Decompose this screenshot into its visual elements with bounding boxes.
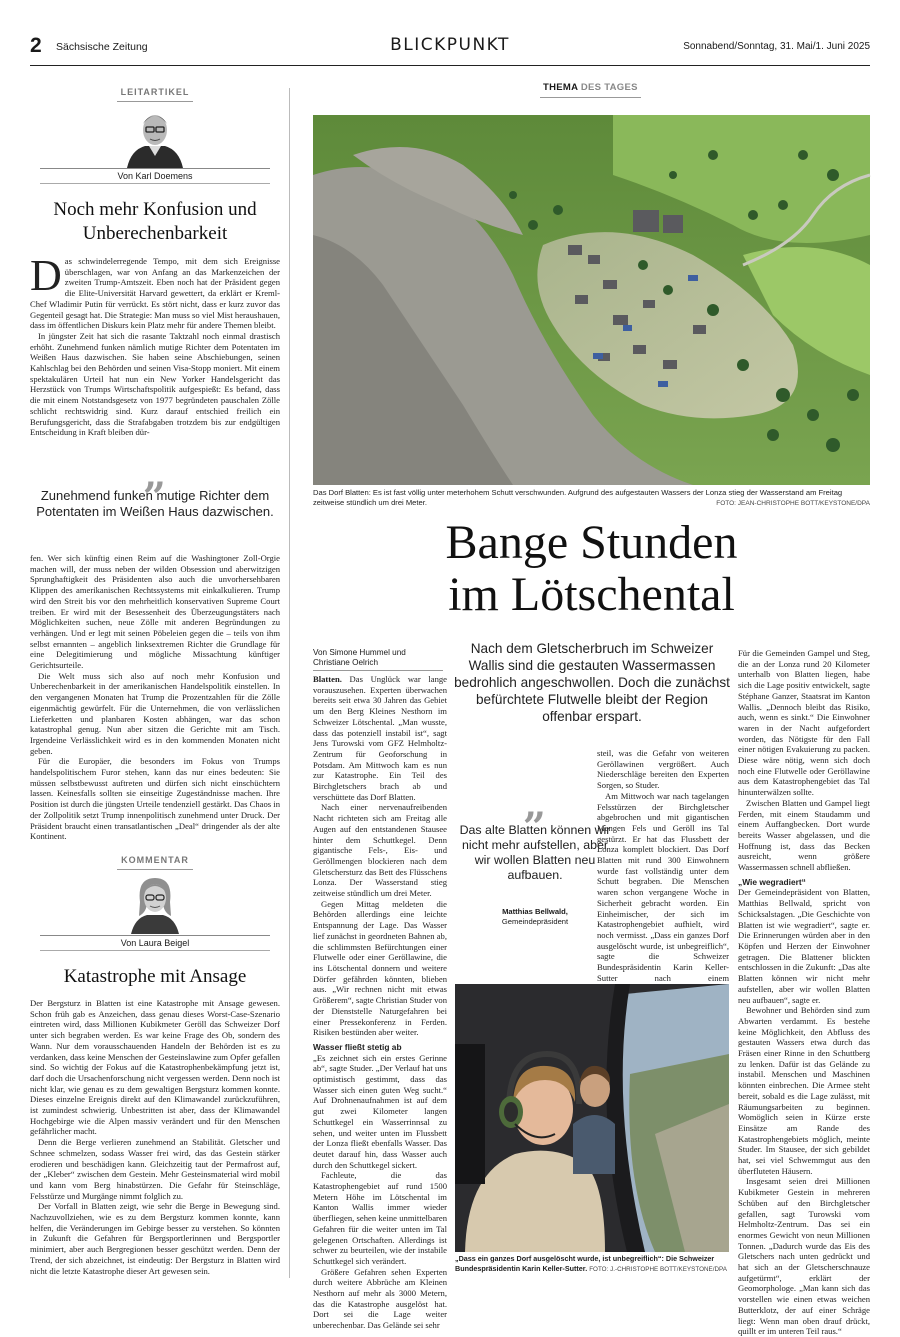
subheading: Wasser fließt stetig ab (313, 1041, 402, 1052)
leitartikel-body-part2: fen. Wer sich künftig einen Reim auf die Washingtoner Zoll-Orgie machen will, der muss neben der wilden Obsession und aberwitzigen Sprunghaftigkeit des Präsidenten also auch die unvorhersehbaren Klippen des amerikanischen Rechtssystems mit einkalkulieren. Trump wird den Streit bis vor den mehrheitlich konservativen Supreme Court treiben. Er wird mit der Besessenheit des Überzeugungstäters nach Möglichkeiten suchen, neue Zölle mit anderen Begründungen zu verhängen. Und er legt mit seinen Pöbeleien gegen die – teils von ihm selbst ernannten – angeblich linksextremen Richter die Grundlage für eine Delegitimierung und mögliche Missachtung künftiger Gerichtsurteile. Die Welt muss sich also auf noch mehr Konfusion und Unberechenbarkeit in der amerikanischen Handelspolitik einstellen. In den vergangenen Monaten hat Trump die Prozentzahlen für die Zölle eigenmächtig gewürfelt. Für die Unternehmen, die von verlässlichen Lieferketten und planbaren Kosten abhängen, war das schon katastrophal genug. Nun aber sitzen die Gerichte mit am Tisch. Irgendeine Verlässlichkeit wird es in den kommenden Monaten nicht geben. Für die Europäer, die besonders im Fokus von Trumps handelspolitischem Furor stehen, kann das nur eines bedeuten: Sie müssen selbstbewusst auftreten und dürfen sich nicht einschüchtern lassen. Keinesfalls sollten sie einseitige Zugeständnisse machen. Ihre Position ist durch die jüngsten Urteile tendenziell gestärkt. Das Chaos in der Zollpolitik setzt Trump innenpolitisch zunehmend unter Druck. Der Präsident braucht einen transatlantischen „Deal“ dringender als der alte Kontinent. (30, 553, 280, 842)
main-photo-blatten (313, 115, 870, 485)
leitartikel-kicker: LEITARTIKEL (30, 80, 280, 102)
leitartikel-pullquote: Zunehmend funken mutige Richter dem Potentaten im Weißen Haus dazwischen. (36, 488, 274, 519)
article-column-1: Blatten. Das Unglück war lange vorauszusehen. Experten überwachen bereits seit etwa 30 Jahren das Gebiet um den Berg Kleines Nesthorn im Schweizer Lötschental. „Man wusste, dass das potenziell instabil ist“, sagt Jens Turowski vom GFZ Helmholtz-Zentrum für Geoforschung in Potsdam. Am Mittwoch kam es nun zur Katastrophe. Ein Teil des Birchgletschers brach ab und verschüttete das Dorf Blatten. Nach einer nervenaufreibenden Nacht richteten sich am Freitag alle Augen auf den entstandenen Stausee hinter dem Schuttkegel. Denn gigantische Fels-, Eis- und Geröllmengen blockieren nach dem Gletschersturz das Bett des Flüsschens Lonza. Der Wasserstand stieg zeitweise stündlich um drei Meter. Gegen Mittag meldeten die Behörden allerdings eine leichte Entspannung der Lage. Das Wasser lief zunächst in geordneten Bahnen ab, die schlimmsten Befürchtungen einer Flutwelle oder einer Geröllawine, die ins Lötschental donnern und weitere Dörfer gefährden könnten, blieben aus. „Wir rechnen nicht mit etwas Größerem“, sagte Christian Studer von der Dienststelle Naturgefahren bei einer Pressekonferenz in Ferden. Risiken bestünden aber weiter. Wasser fließt stetig ab „Es zeichnet sich ein erstes Gerinne ab“, sagte Studer. „Der Verlauf hat uns optimistisch gestimmt, dass das Wasser sich einen guten Weg sucht.“ Auf Drohnenaufnahmen ist auf dem gut zwei Kilometer langen Schuttkegel ein Wasserrinnsal zu sehen, und weiter unten im Flussbett der Lonza fließt ebenfalls Wasser. Das deutet darauf hin, dass Wasser auch durch den Schuttkegel sickert. Fachleute, die das Katastrophengebiet auf rund 1500 Metern Höhe im Lötschental im Kanton Wallis immer wieder überfliegen, sehen keine unmittelbaren Gefahren für die weiter unten im Tal gelegenen Ortschaften. Allerdings ist schwer zu beurteilen, wie der instabile Schuttkegel sich verändert. Größere Gefahren sehen Experten durch weitere Abbrüche am Kleinen Nesthorn auf mehr als 3000 Metern, das die Katastrophe ausgelöst hat. Dort sei die Lage weiter unberechenbar. Das Gelände sei sehr (313, 674, 447, 1331)
photo-credit: FOTO: JEAN-CHRISTOPHE BOTT/KEYSTONE/DPA (716, 500, 870, 507)
opinion-column (30, 80, 280, 1280)
page-header (30, 34, 870, 66)
quote-mark-icon: „ (143, 451, 167, 498)
kommentar-body: Der Bergsturz in Blatten ist eine Katastrophe mit Ansage gewesen. Schon früh gab es Anzeichen, dass genau dieses Worst-Case-Szenario eintreten wird, dass Millionen Kubikmeter Geröll das Schweizer Dorf unter sich begraben werden. Es war keine Frage des Ob, sondern des Wann. Nur dem vorausschauenden Handeln der Behörden ist es zu verdanken, dass keine Menschen der Gesteinslawine zum Opfer gefallen sind. So wichtig der Fokus auf die Katastrophenbekämpfung jetzt ist, darf doch die Ursachenforschung nicht vergessen werden. Denn noch ist nicht klar, wie genau es zu dem gewaltigen Bergsturz kommen konnte. Dieses einzelne Ereignis direkt auf den Klimawandel zurückzuführen, ist zumindest schwierig. Unbestritten ist aber, dass der Klimawandel Hochgebirge wie die Alpen massiv verändert und für den Menschen gefährlicher macht. Denn die Berge verlieren zunehmend an Stabilität. Gletscher und Schnee schmelzen, sodass Wasser frei wird, das das Gestein stärker erodieren und beschädigen kann. Gleichzeitig taut der Permafrost auf, der „Kleber“ zwischen dem Gestein. Mehr Gesteinsmaterial wird mobil und kann vom Berg hinabstürzen. Die Gefahr für Steinschläge, Felsstürze und Murgänge nimmt folglich zu. Der Vorfall in Blatten zeigt, wie sehr die Berge in Bewegung sind. Nachzuvollziehen, wie es zu dem Bergsturz kommen konnte, kann helfen, die Veränderungen im Gebirge besser zu verstehen. So könnten in Zukunft die Gefahren für Bergsportlerinnen und Bergsportler minimiert, aber auch Bergregionen besser geschützt werden. Denn der Trend, der sich abzeichnet, ist eindeutig: Der Bergsturz in Blatten wird nicht die letzte Katastrophe dieser Art gewesen sein. (30, 998, 280, 1276)
section-title: BLICKPUNKT (390, 35, 510, 55)
article-pullquote: Das alte Blatten können wir nicht mehr aufstellen, aber wir wollen Blatten neu aufbauen. (459, 823, 611, 882)
main-photo-caption: Das Dorf Blatten: Es ist fast völlig unter meterhohem Schutt verschwunden. Aufgrund des aufgestauten Wassers der Lonza stieg der Wasserstand am Freitag zeitweise stündlich um drei Meter. FOTO: JEAN-CHRISTOPHE BOTT/KEYSTONE/DPA (313, 488, 870, 507)
main-headline: Bange Stunden im Lötschental (445, 516, 738, 621)
page-number: 2 (30, 34, 42, 57)
pullquote-source: Matthias Bellwald, Gemeindepräsident (501, 907, 569, 926)
leitartikel-body-part1: Das schwindelerregende Tempo, mit dem sich Ereignisse überschlagen, war von Anfang an das Markenzeichen der zweiten Trump-Amtszeit. Eben noch hat der Präsident gegen die Elite-Universität Harvard gewettert, da erklärt er Kreml-Chef Wladimir Putin für verrückt. Es stört nicht, dass er kurz zuvor das Gegenteil gesagt hat. Die Strategie: Man muss so viel Mist heraushauen, dass im öffentlichen Diskurs kein Platz mehr für andere Themen bleibt. In jüngster Zeit hat sich die rasante Taktzahl noch einmal drastisch erhöht. Zunehmend funken nämlich mutige Richter dem Potentaten im Weißen Haus dazwischen. Sie haben seine Abschiebungen, seinen Kahlschlag bei den Behörden und seinen Visa-Stopp moniert. Mit einem spektakulären Urteil hat nun ein New Yorker Handelsgericht das Herzstück von Trumps Wirtschaftspolitik aufgespießt: Es befand, dass die mit einem Notstandsgesetz von 1977 begründeten pauschalen Zölle schlicht rechtswidrig sind. Kurz darauf entschied freilich ein Berufungsgericht, dass die Strafabgaben trotzdem bis zur endgültigen Entscheidung in Kraft bleiben dür- (30, 251, 280, 438)
helicopter-photo (455, 984, 729, 1252)
article-column-3: Für die Gemeinden Gampel und Steg, die an der Lonza rund 20 Kilometer unterhalb von Blatten liegen, habe sich die Lage positiv entwickelt, sagte Stéphane Ganzer, Staatsrat im Kanton Wallis. „Dennoch bleibt das Risiko, auch, wenn es sinkt.“ Die Einwohner waren in der Nacht aufgefordert worden, das Nötigste für den Fall einer nötigen Evakuierung zu packen. Diese wäre nötig, wenn sich doch noch eine Flutwelle oder Geröllawine aus dem Katastrophengebiet das Tal hinunterwälzen sollte. Zwischen Blatten und Gampel liegt Ferden, mit einem Staudamm und einem Auffangbecken. Dort wurde bereits Wasser abgelassen, und die Hoffnung ist, dass das Becken ausreicht, wenn größere Wassermassen schnell abfließen. „Wie wegradiert“ Der Gemeindepräsident von Blatten, Matthias Bellwald, spricht von Schicksalstagen. „Die Geschichte von Blatten ist wie wegradiert“, sagte er. Die Erinnerungen würden aber in den Köpfen und Herzen der Einwohner getragen. Die Blattener blickten entschlossen in die Zukunft: „Das alte Blatten können wir nicht mehr aufstellen, aber wir wollen Blatten neu aufbauen“, sagte er. Bewohner und Behörden sind zum Abwarten verdammt. Es bestehe keine Möglichkeit, den Abfluss des gestauten Wassers etwa durch das Fräsen einer Rinne in den Schuttberg zu lenken. Dafür ist das Gelände zu instabil. Menschen und Maschinen könnten einbrechen. Die Armee steht bereit, sobald es die Lage zulässt, mit Räumungsarbeiten zu beginnen. Womöglich seien in Kürze erste Einsätze am Rande des Katastrophengebiets möglich, meinte Studer. Im Stausee, der sich gebildet hat, sei viel Schwemmgut aus den überfluteten Häusern. Insgesamt seien drei Millionen Kubikmeter Gestein in mehreren Schüben auf den Birchgletscher gefallen, sagt Turowski vom Helmholtz-Zentrum. Das sei ein enormes Gewicht von neun Millionen Tonnen. „Dadurch wurde das Eis des Gletschers nach unten gedrückt und hat sich an der Gletscherschnauze aufgetürmt“, erklärt der Geomorphologe. „Man kann sich das vorstellen wie einen etwas weichen Butterklotz, der auf einer Schräge liegt: Wenn man oben drauf drückt, quillt er im unteren Teil raus.“ (738, 648, 870, 1337)
quote-mark-icon: „ (523, 781, 547, 828)
leitartikel-headline: Noch mehr Konfusion und Unberechenbarkeit (53, 199, 257, 244)
byline-doemens: Von Karl Doemens (40, 170, 270, 184)
byline-rule (40, 935, 270, 936)
photo-credit: FOTO: J.-CHRISTOPHE BOTT/KEYSTONE/DPA (589, 1265, 727, 1273)
byline-rule (40, 168, 270, 169)
helicopter-photo-caption: „Dass ein ganzes Dorf ausgelöscht wurde, ist unbegreiflich“: Die Schweizer Bundespräsidentin Karin Keller-Sutter. FOTO: J.-CHRISTOPHE BOTT/KEYSTONE/DPA (455, 1254, 727, 1273)
kommentar-headline: Katastrophe mit Ansage (63, 966, 247, 987)
thema-kicker: THEMA DES TAGES (540, 82, 641, 98)
subheading: „Wie wegradiert“ (738, 876, 806, 887)
column-divider (289, 88, 290, 1278)
article-column-2: steil, was die Gefahr von weiteren Geröllawinen vergrößert. Auch Niederschläge bereiten den Experten Sorgen, so Studer. Am Mittwoch war nach tagelangen Felsstürzen der Birchgletscher abgebrochen und mit gigantischen Mengen Fels und Geröll ins Tal gestürzt. Er hat das Flussbett der Lonza komplett blockiert. Das Dorf Blatten mit rund 300 Einwohnern wurde fast vollständig unter dem Schutt begraben. Die Menschen waren schon vergangene Woche in Sicherheit gebracht worden. Ein Einheimischer, der sich im Katastrophengebiet aufhielt, wird noch vermisst. „Dass ein ganzes Dorf ausgelöscht wurde, ist unbegreiflich“, sagte die Schweizer Bundespräsidentin Karin Keller-Sutter nach einem (597, 748, 729, 983)
dropcap: D (30, 251, 62, 300)
author-portrait-beigel (123, 872, 187, 934)
article-authors: Von Simone Hummel und Christiane Oelrich (313, 648, 443, 671)
issue-date: Sonnabend/Sonntag, 31. Mai/1. Juni 2025 (683, 41, 870, 52)
author-portrait-doemens (123, 106, 187, 168)
newspaper-name: Sächsische Zeitung (56, 41, 148, 53)
byline-beigel: Von Laura Beigel (40, 937, 270, 951)
kommentar-kicker: KOMMENTAR (30, 848, 280, 870)
article-intro: Nach dem Gletscherbruch im Schweizer Wallis sind die gestauten Wassermassen bedrohlich angeschwollen. Doch die zunächst befürchtete Flutwelle bleibt der Region offenbar erspart. (454, 641, 730, 724)
